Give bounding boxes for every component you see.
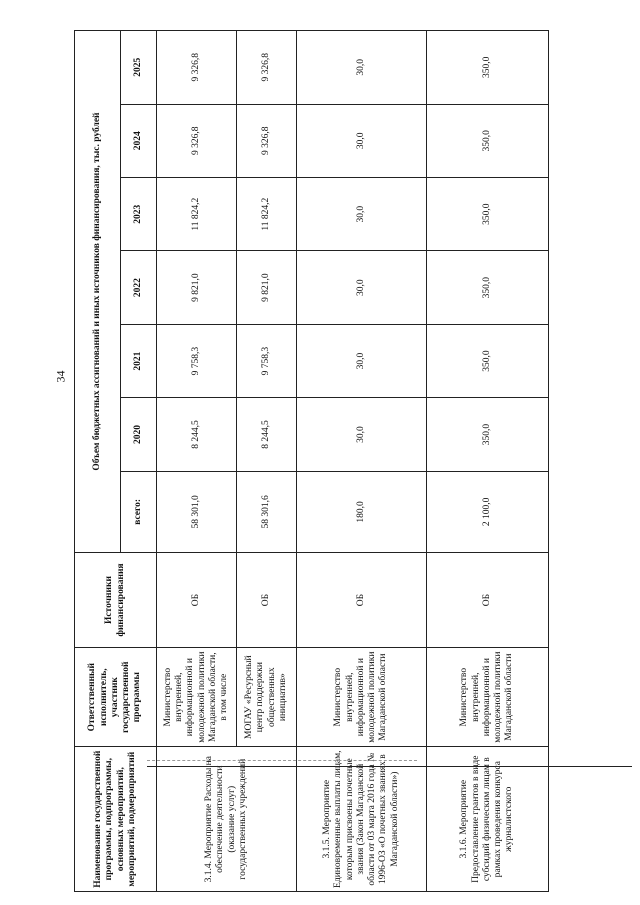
source-cell: ОБ bbox=[237, 553, 297, 648]
activity-name: 3.1.5. Мероприятие Единовременные выплаты лицам, которым присвоены почетные звания (Закон Магаданской области от 03 марта 2016 года № 1996-ОЗ «О почетных званиях в Магаданской области») bbox=[297, 747, 427, 892]
total-cell: 2 100,0 bbox=[427, 471, 549, 552]
header-name: Наименование государственной программы, подпрограммы, основных мероприятий, мероприятий, подмероприятий bbox=[75, 747, 157, 892]
value-cell: 350,0 bbox=[427, 251, 549, 324]
header-year: 2022 bbox=[121, 251, 157, 324]
header-executor: Ответственный исполнитель, участник государственной программы bbox=[75, 647, 157, 746]
total-cell: 58 301,6 bbox=[237, 471, 297, 552]
value-cell: 11 824,2 bbox=[157, 177, 237, 250]
scan-edge-line bbox=[147, 766, 632, 767]
header-row-1 bbox=[75, 31, 121, 892]
value-cell: 9 758,3 bbox=[237, 324, 297, 397]
value-cell: 350,0 bbox=[427, 104, 549, 177]
value-cell: 9 758,3 bbox=[157, 324, 237, 397]
source-cell: ОБ bbox=[157, 553, 237, 648]
value-cell: 9 326,8 bbox=[157, 104, 237, 177]
activity-name: 3.1.6. Мероприятие Предоставление грантов в виде субсидий физическим лицам в рамках проведения конкурса журналистского bbox=[427, 747, 549, 892]
value-cell: 9 326,8 bbox=[237, 104, 297, 177]
value-cell: 9 326,8 bbox=[157, 31, 237, 105]
value-cell: 30,0 bbox=[297, 251, 427, 324]
value-cell: 30,0 bbox=[297, 104, 427, 177]
table-row bbox=[297, 31, 427, 892]
header-year: 2021 bbox=[121, 324, 157, 397]
value-cell: 30,0 bbox=[297, 324, 427, 397]
budget-table bbox=[74, 30, 549, 892]
value-cell: 350,0 bbox=[427, 398, 549, 471]
header-year: 2024 bbox=[121, 104, 157, 177]
executor-cell: Министерство внутренней, информационной и молодежной политики Магаданской области bbox=[297, 647, 427, 746]
value-cell: 350,0 bbox=[427, 324, 549, 397]
value-cell: 30,0 bbox=[297, 31, 427, 105]
value-cell: 30,0 bbox=[297, 398, 427, 471]
value-cell: 9 821,0 bbox=[237, 251, 297, 324]
executor-cell: Министерство внутренней, информационной и молодежной политики Магаданской области bbox=[427, 647, 549, 746]
header-total: всего: bbox=[121, 471, 157, 552]
total-cell: 180,0 bbox=[297, 471, 427, 552]
page-number: 34 bbox=[53, 370, 68, 383]
executor-cell: МОГАУ «Ресурсный центр поддержки общественных инициатив» bbox=[237, 647, 297, 746]
value-cell: 9 326,8 bbox=[237, 31, 297, 105]
value-cell: 30,0 bbox=[297, 177, 427, 250]
source-cell: ОБ bbox=[427, 553, 549, 648]
value-cell: 350,0 bbox=[427, 31, 549, 105]
value-cell: 350,0 bbox=[427, 177, 549, 250]
activity-name: 3.1.4. Мероприятие Расходы на обеспечение деятельности (оказание услуг) государственных учреждений bbox=[157, 747, 297, 892]
header-year: 2025 bbox=[121, 31, 157, 105]
source-cell: ОБ bbox=[297, 553, 427, 648]
scan-artifact-line bbox=[147, 760, 417, 761]
table-row bbox=[157, 31, 237, 892]
value-cell: 9 821,0 bbox=[157, 251, 237, 324]
budget-table-wrapper bbox=[74, 30, 548, 892]
header-volume: Объем бюджетных ассигнований и иных источников финансирования, тыс. рублей bbox=[75, 31, 121, 553]
header-year: 2023 bbox=[121, 177, 157, 250]
header-year: 2020 bbox=[121, 398, 157, 471]
value-cell: 11 824,2 bbox=[237, 177, 297, 250]
header-source: Источники финансирования bbox=[75, 553, 157, 648]
value-cell: 8 244,5 bbox=[157, 398, 237, 471]
executor-cell: Министерство внутренней, информационной и молодежной политики Магаданской области, в том числе bbox=[157, 647, 237, 746]
value-cell: 8 244,5 bbox=[237, 398, 297, 471]
table-row bbox=[427, 31, 549, 892]
total-cell: 58 301,0 bbox=[157, 471, 237, 552]
